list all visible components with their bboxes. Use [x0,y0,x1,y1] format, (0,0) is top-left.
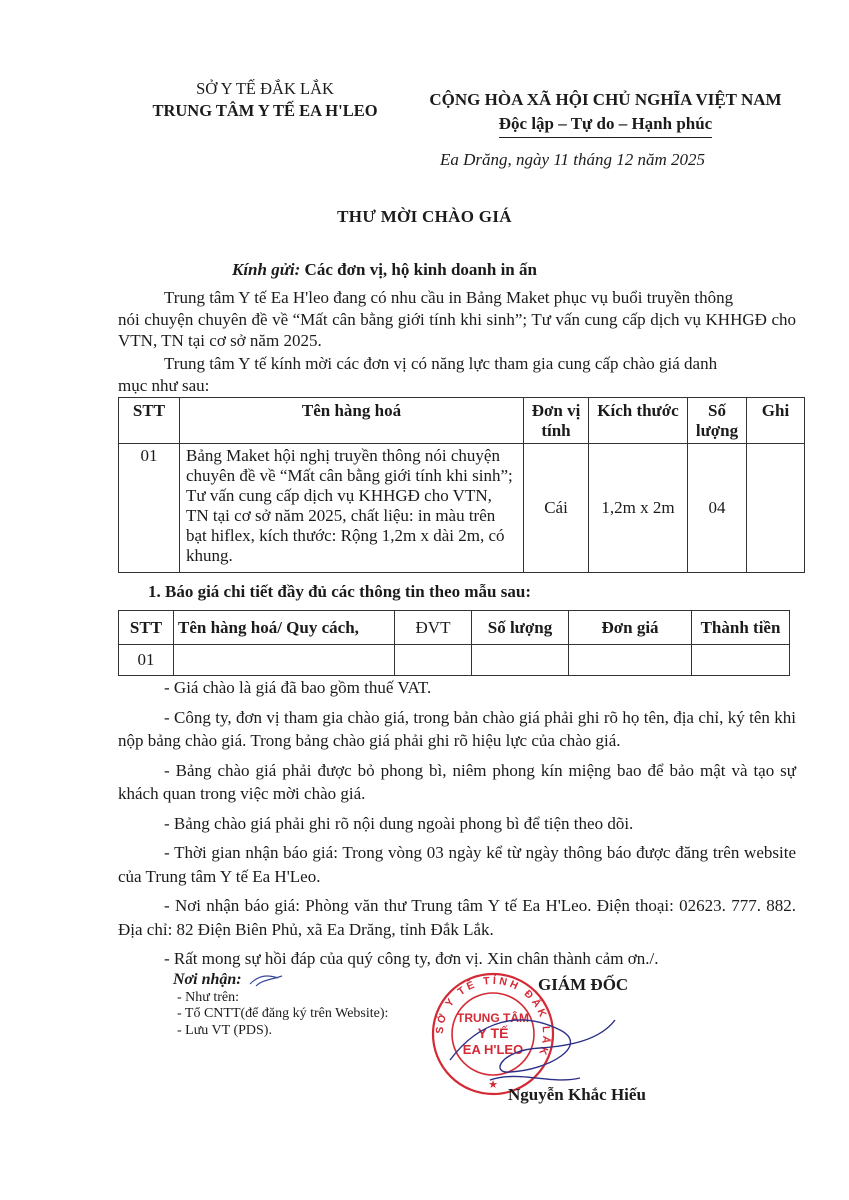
date-line: Ea Drăng, ngày 11 tháng 12 năm 2025 [440,150,706,169]
org-name: TRUNG TÂM Y TẾ EA H'LEO [152,101,378,120]
intro-p2-rest: mục như sau: [118,375,210,395]
quote-template-table [118,610,790,676]
q-row-unit [395,645,472,676]
stamp-line-1: TRUNG TÂM [457,1011,529,1025]
recipient-item: - Như trên: [177,989,240,1005]
stamp-star-icon: ★ [488,1079,498,1091]
row-size: 1,2m x 2m [589,444,688,573]
q-row-total [692,645,790,676]
nation-title: CỘNG HÒA XÃ HỘI CHỦ NGHĨA VIỆT NAM [429,90,782,109]
recipient-text: Các đơn vị, hộ kinh doanh in ấn [304,260,537,279]
note-item: - Bảng chào giá phải được bỏ phong bì, niêm phong kín miệng bao để bảo mật và tạo sự khách quan trong việc mời chào giá. [118,760,796,803]
stamp-ring-text: SỞ Y TẾ TỈNH ĐẮK LẮK [433,974,553,1060]
items-table [118,397,805,573]
q-row-price [569,645,692,676]
header-nation [408,88,803,138]
initial-mark [248,972,284,990]
signer-role: GIÁM ĐỐC [538,975,629,994]
col-unit: Đơn vị tính [524,398,589,444]
q-col-qty: Số lượng [472,611,569,645]
items-table-header [119,398,805,444]
q-col-name: Tên hàng hoá/ Quy cách, [174,611,395,645]
intro-paragraph-1 [118,287,796,352]
org-parent: SỞ Y TẾ ĐẮK LẮK [196,79,334,98]
note-item: - Rất mong sự hồi đáp của quý công ty, đơn vị. Xin chân thành cảm ơn./. [164,949,659,968]
stamp-line-2: Y TẾ [477,1025,509,1041]
q-row-qty [472,645,569,676]
note-item: - Bảng chào giá phải ghi rõ nội dung ngoài phong bì để tiện theo dõi. [164,813,634,833]
recipient-item: - Lưu VT (PDS). [177,1022,272,1038]
q-row-stt: 01 [119,645,174,676]
quote-table-header [119,611,790,645]
recipient-label: Kính gửi: [232,260,301,279]
motto: Độc lập – Tự do – Hạnh phúc [499,112,712,138]
note-item: - Nơi nhận báo giá: Phòng văn thư Trung tâm Y tế Ea H'Leo. Điện thoại: 02623. 777. 882. Địa chỉ: 82 Điện Biên Phủ, xã Ea Drăng, tỉnh Đắk Lắk. [118,896,796,939]
intro-p1-rest: nói chuyện chuyên đề về “Mất cân bằng giới tính khi sinh”; Tư vấn cung cấp dịch vụ KHHGĐ cho VTN, TN tại cơ sở năm 2025. [118,309,796,350]
row-stt: 01 [119,444,180,573]
row-note [747,444,805,573]
col-stt: STT [119,398,180,444]
intro-p1-first: Trung tâm Y tế Ea H'leo đang có nhu cầu in Bảng Maket phục vụ buổi truyền thông [164,288,734,307]
col-size: Kích thước [589,398,688,444]
section-1-heading: 1. Báo giá chi tiết đầy đủ các thông tin theo mẫu sau: [148,582,531,601]
q-col-price: Đơn giá [569,611,692,645]
stamp-line-3: EA H'LEO [462,1042,524,1057]
document-title: THƯ MỜI CHÀO GIÁ [337,207,512,226]
q-row-name [174,645,395,676]
signature-scribble [430,1000,620,1095]
recipient-line [232,260,537,280]
recipient-item: - Tổ CNTT(để đăng ký trên Website): [177,1006,389,1021]
col-name: Tên hàng hoá [180,398,524,444]
recipients-title: Nơi nhận: [173,971,242,988]
q-col-total: Thành tiền [692,611,790,645]
col-qty: Số lượng [688,398,747,444]
signer-name: Nguyễn Khắc Hiếu [508,1085,646,1104]
note-item: - Thời gian nhận báo giá: Trong vòng 03 ngày kể từ ngày thông báo được đăng trên website của Trung tâm Y tế Ea H'Leo. [118,843,796,886]
row-name: Bảng Maket hội nghị truyền thông nói chuyện chuyên đề về “Mất cân bằng giới tính khi sinh”; Tư vấn cung cấp dịch vụ KHHGĐ cho VTN, TN tại cơ sở năm 2025, chất liệu: in màu trên bạt hiflex, kích thước: Rộng 1,2m x dài 2m, có khung. [180,444,524,573]
notes-list [118,676,796,977]
row-unit: Cái [524,444,589,573]
intro-paragraph-2 [118,353,796,396]
note-item: - Công ty, đơn vị tham gia chào giá, trong bản chào giá phải ghi rõ họ tên, địa chỉ, ký tên khi nộp bảng chào giá. Trong bảng chào giá phải ghi rõ hiệu lực của chào giá. [118,707,796,750]
intro-p2-first: Trung tâm Y tế kính mời các đơn vị có năng lực tham gia cung cấp chào giá danh [164,354,718,373]
q-col-unit: ĐVT [395,611,472,645]
col-note: Ghi [747,398,805,444]
header-org [120,78,410,122]
row-qty: 04 [688,444,747,573]
table-row [119,645,790,676]
table-row [119,444,805,573]
q-col-stt: STT [119,611,174,645]
note-item: - Giá chào là giá đã bao gồm thuế VAT. [164,678,432,697]
